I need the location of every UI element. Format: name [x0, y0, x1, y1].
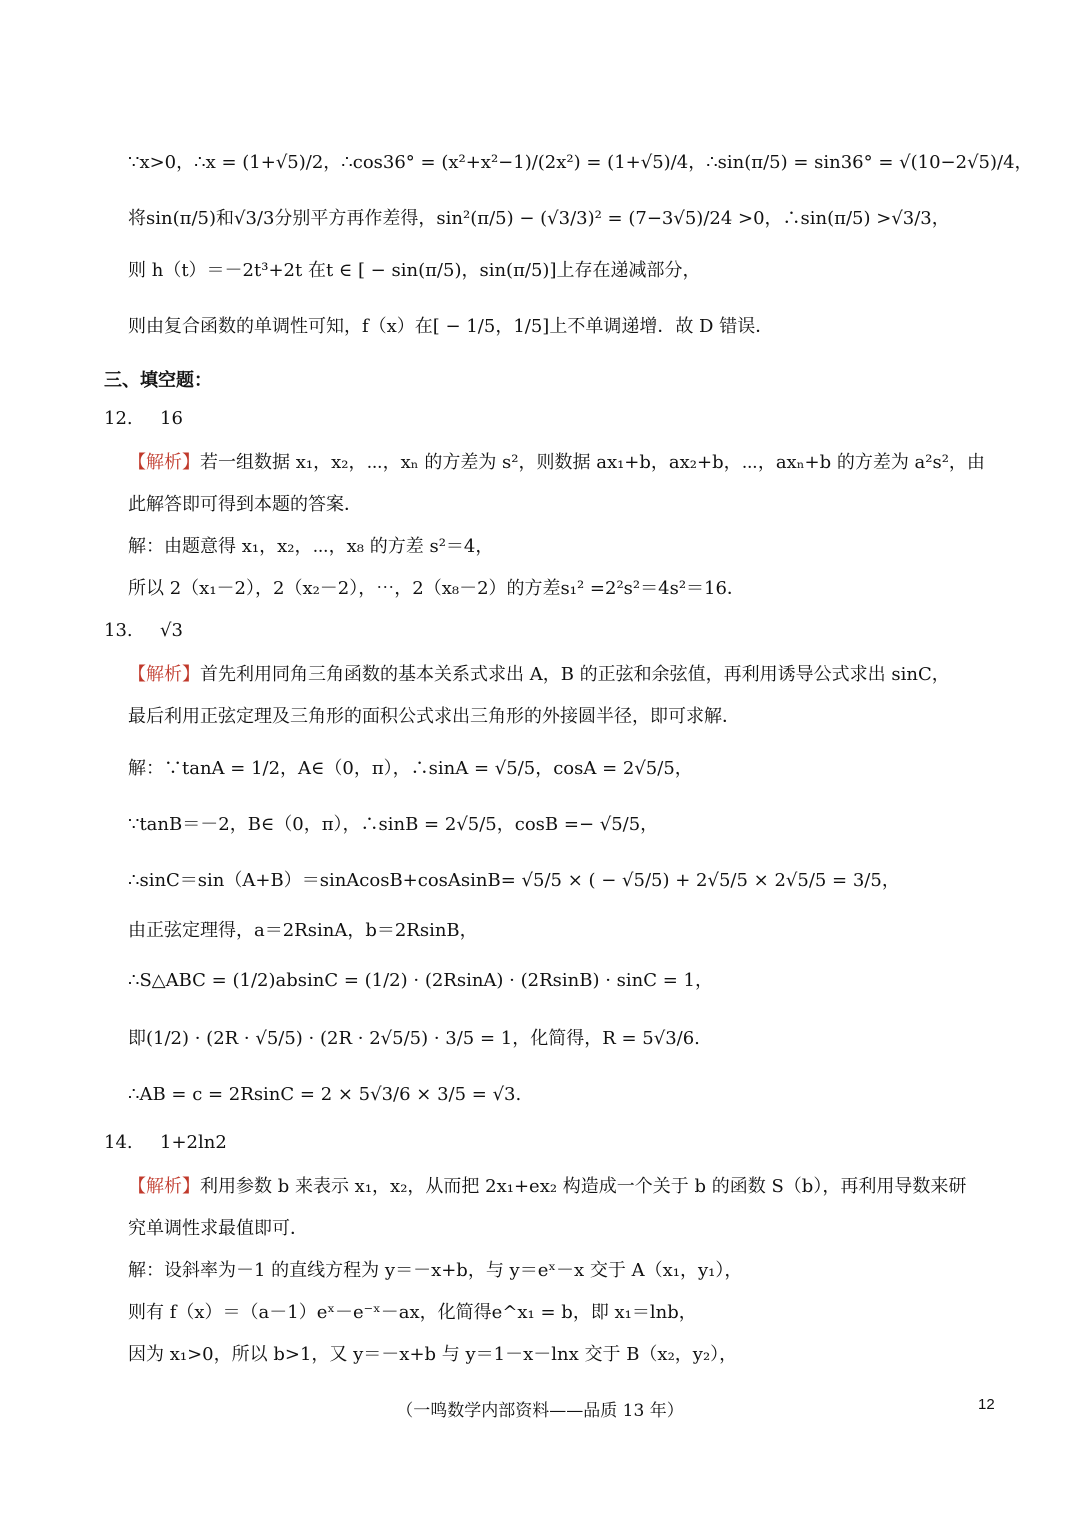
question-number: 14.: [104, 1132, 133, 1153]
question-number: 12.: [104, 408, 133, 429]
line-text: 则 h（t）＝－2t³+2t 在t ∈ [ − sin(π/5)，sin(π/5)]上存在递减部分，: [128, 260, 701, 281]
line-text: 则由复合函数的单调性可知，f（x）在[ − 1/5，1/5]上不单调递增．故 D 错误．: [128, 316, 774, 337]
line-text: 最后利用正弦定理及三角形的面积公式求出三角形的外接圆半径，即可求解．: [128, 706, 740, 727]
text-line: [128, 1026, 700, 1052]
question-answer: √3: [160, 620, 183, 641]
page-number: 12: [978, 1396, 995, 1413]
text-line: [128, 534, 493, 560]
text-line: [128, 314, 773, 340]
line-text: 解：∵tanA = 1/2，A∈（0，π），∴sinA = √5/5，cosA = 2√5/5，: [128, 758, 693, 779]
text-line: [128, 1300, 697, 1326]
text-line: [128, 662, 950, 688]
analysis-tag: 【解析】: [128, 452, 200, 473]
question-answer: 1+2ln2: [160, 1132, 227, 1153]
text-line: [128, 918, 478, 944]
text-line: [128, 756, 693, 782]
line-text: 解：设斜率为－1 的直线方程为 y＝－x+b，与 y＝eˣ－x 交于 A（x₁，y₁），: [128, 1260, 743, 1281]
line-text: 由正弦定理得，a＝2RsinA，b＝2RsinB，: [128, 920, 478, 941]
question-number: 13.: [104, 620, 133, 641]
line-text: 因为 x₁>0，所以 b>1，又 y＝－x+b 与 y＝1－x－lnx 交于 B（x₂，y₂），: [128, 1344, 738, 1365]
line-text: 究单调性求最值即可．: [128, 1218, 308, 1239]
text-line: [128, 1216, 308, 1242]
line-text: 利用参数 b 来表示 x₁，x₂，从而把 2x₁+ex₂ 构造成一个关于 b 的函数 S（b），再利用导数来研: [200, 1176, 967, 1197]
text-line: [128, 258, 700, 284]
line-text: ∴sinC＝sin（A+B）＝sinAcosB+cosAsinB= √5/5 × ( − √5/5) + 2√5/5 × 2√5/5 = 3/5，: [128, 870, 900, 891]
line-text: 将sin(π/5)和√3/3分别平方再作差得，sin²(π/5) − (√3/3)² = (7−3√5)/24 >0，∴sin(π/5) >√3/3，: [128, 208, 950, 229]
text-line: [128, 868, 900, 894]
section-heading: [104, 366, 212, 392]
line-text: ∵x>0，∴x = (1+√5)/2，∴cos36° = (x²+x²−1)/(2x²) = (1+√5)/4，∴sin(π/5) = sin36° = √(10−2√5)/4，: [128, 152, 1033, 173]
line-text: ∵tanB＝－2，B∈（0，π），∴sinB = 2√5/5，cosB =− √5/5，: [128, 814, 659, 835]
line-text: 解：由题意得 x₁，x₂，⋯，x₈ 的方差 s²＝4，: [128, 536, 494, 557]
text-line: [128, 206, 950, 232]
analysis-tag: 【解析】: [128, 1176, 200, 1197]
line-text: ∴S△ABC = (1/2)absinC = (1/2) · (2RsinA) · (2RsinB) · sinC = 1，: [128, 970, 713, 991]
text-line: [128, 576, 745, 602]
text-line: [128, 812, 658, 838]
line-text: 若一组数据 x₁，x₂，⋯，xₙ 的方差为 s²，则数据 ax₁+b，ax₂+b，⋯，axₙ+b 的方差为 a²s²，由: [200, 452, 985, 473]
text-line: [128, 1174, 966, 1200]
text-line: [128, 1082, 521, 1108]
line-text: 此解答即可得到本题的答案．: [128, 494, 362, 515]
text-line: [128, 492, 362, 518]
line-text: 即(1/2) · (2R · √5/5) · (2R · 2√5/5) · 3/5 = 1，化简得，R = 5√3/6.: [128, 1028, 700, 1049]
analysis-tag: 【解析】: [128, 664, 200, 685]
text-line: [128, 1342, 737, 1368]
text-line: [128, 450, 985, 476]
text-line: [128, 150, 1033, 176]
text-line: [128, 968, 713, 994]
line-text: 首先利用同角三角函数的基本关系式求出 A，B 的正弦和余弦值，再利用诱导公式求出 sinC，: [200, 664, 950, 685]
line-text: 所以 2（x₁－2），2（x₂－2），⋯，2（x₈－2）的方差s₁² =2²s²＝4s²＝16．: [128, 578, 745, 599]
question-answer: 16: [160, 408, 183, 429]
line-text: ∴AB = c = 2RsinC = 2 × 5√3/6 × 3/5 = √3.: [128, 1084, 522, 1105]
text-line: [128, 704, 740, 730]
line-text: 则有 f（x）＝（a－1）eˣ－e⁻ˣ－ax，化简得e^x₁ = b，即 x₁＝lnb，: [128, 1302, 697, 1323]
footer-text: （一鸣数学内部资料——品质 13 年）: [396, 1401, 684, 1421]
text-line: [128, 1258, 742, 1284]
line-text: 三、填空题：: [104, 370, 212, 391]
